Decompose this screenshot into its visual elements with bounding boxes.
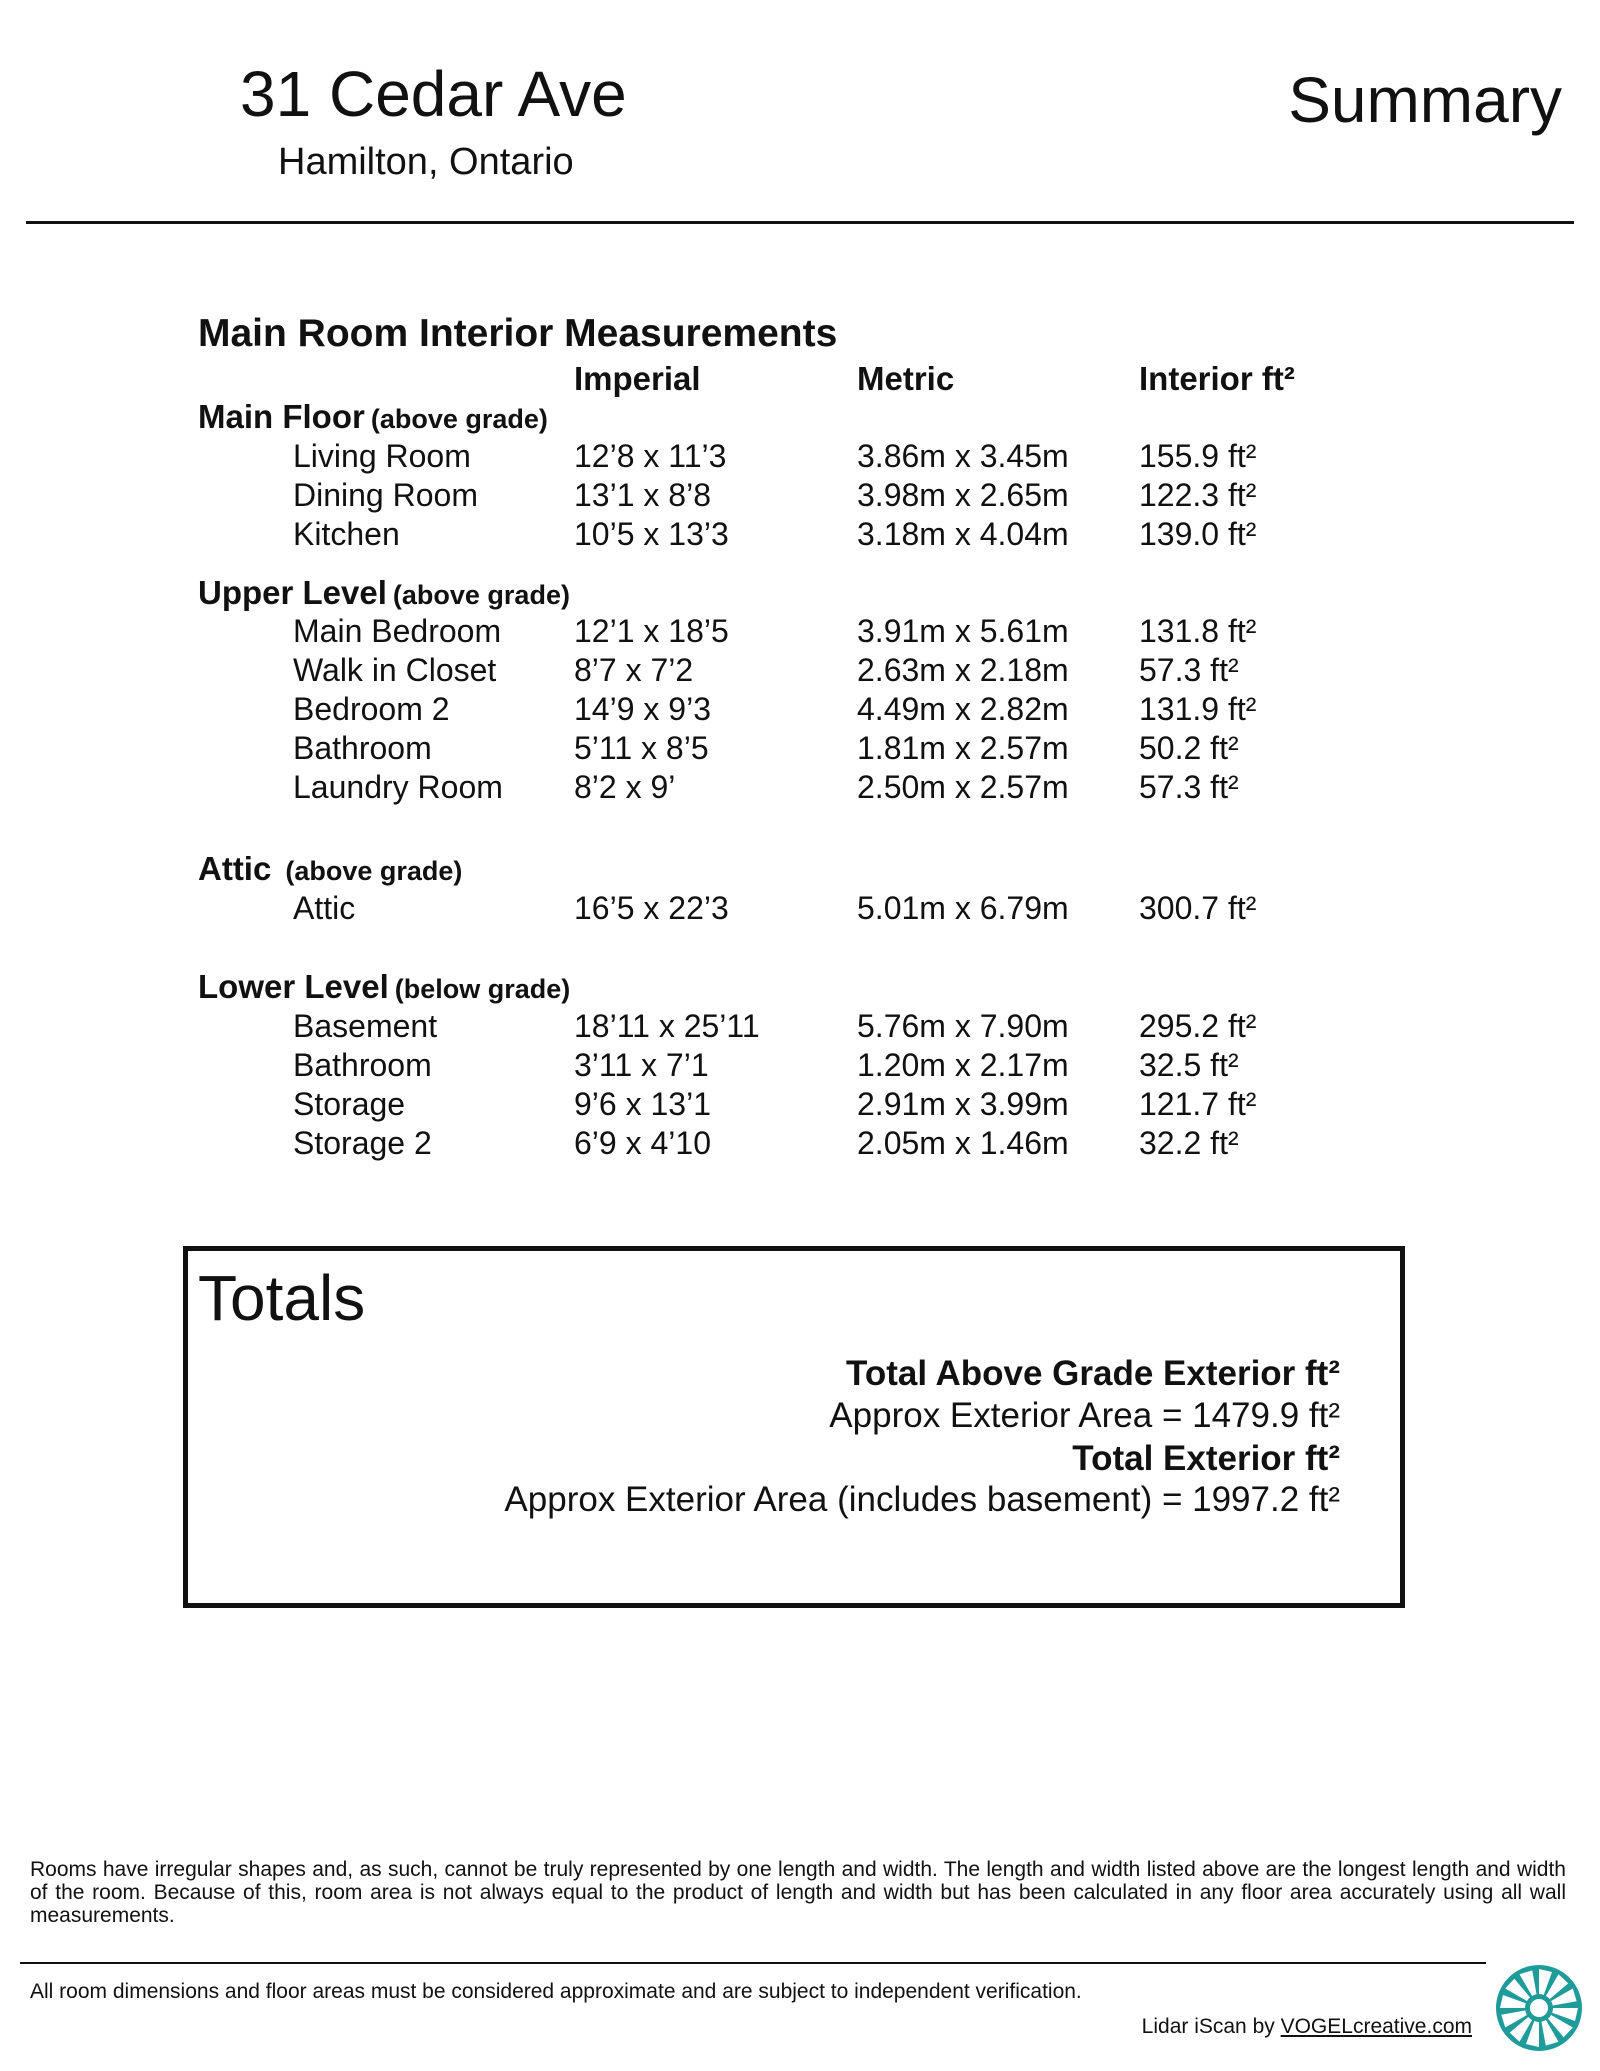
section-name: Main Floor <box>198 398 365 435</box>
credit-line <box>1142 2016 1472 2037</box>
room-imperial: 6’9 x 4’10 <box>574 1125 711 1161</box>
totals-title: Totals <box>198 1262 366 1334</box>
credit-prefix: Lidar iScan by <box>1141 2015 1281 2038</box>
room-name: Kitchen <box>293 516 400 552</box>
disclaimer-text: Rooms have irregular shapes and, as such, cannot be truly represented by one length and width. The length and width listed above are the longest length and width of the room. Because of this, room area is not always equal to the product of length and width but has been calculated in any floor area accurately using all wall measurements. <box>30 1858 1566 1927</box>
room-imperial: 9’6 x 13’1 <box>574 1086 711 1122</box>
measurements-title: Main Room Interior Measurements <box>198 312 838 355</box>
section-name: Lower Level <box>198 968 389 1005</box>
column-header-imperial: Imperial <box>574 360 701 397</box>
room-metric: 2.63m x 2.18m <box>857 652 1069 688</box>
room-area: 131.9 ft² <box>1139 691 1257 727</box>
total-above-grade-value: Approx Exterior Area = 1479.9 ft² <box>829 1396 1340 1435</box>
room-imperial: 14’9 x 9’3 <box>574 691 711 727</box>
room-metric: 5.01m x 6.79m <box>857 890 1069 926</box>
room-imperial: 12’8 x 11’3 <box>574 438 727 474</box>
room-metric: 3.91m x 5.61m <box>857 613 1069 649</box>
column-header-interior: Interior ft² <box>1139 360 1295 397</box>
section-note: (below grade) <box>394 974 571 1004</box>
room-imperial: 5’11 x 8’5 <box>574 730 709 766</box>
room-name: Walk in Closet <box>293 652 497 688</box>
room-name: Main Bedroom <box>293 613 502 649</box>
room-area: 57.3 ft² <box>1139 769 1239 805</box>
section-heading-upper-level <box>198 576 570 609</box>
room-area: 131.8 ft² <box>1139 613 1257 649</box>
room-name: Living Room <box>293 438 471 474</box>
aperture-logo-icon <box>1494 1963 1584 2053</box>
section-name: Upper Level <box>198 574 387 611</box>
property-city: Hamilton, Ontario <box>278 141 574 183</box>
room-area: 300.7 ft² <box>1139 890 1257 926</box>
section-note: (above grade) <box>285 856 463 886</box>
room-metric: 4.49m x 2.82m <box>857 691 1069 727</box>
room-imperial: 10’5 x 13’3 <box>574 516 729 552</box>
room-name: Storage 2 <box>293 1125 432 1161</box>
room-name: Bathroom <box>293 1047 432 1083</box>
total-exterior-value: Approx Exterior Area (includes basement) = 1997.2 ft² <box>504 1480 1340 1519</box>
property-street: 31 Cedar Ave <box>240 58 627 130</box>
room-name: Attic <box>293 890 356 926</box>
room-area: 32.2 ft² <box>1139 1125 1239 1161</box>
room-imperial: 12’1 x 18’5 <box>574 613 729 649</box>
section-heading-lower-level <box>198 970 570 1003</box>
section-heading-attic <box>198 852 462 885</box>
room-metric: 2.50m x 2.57m <box>857 769 1069 805</box>
room-imperial: 16’5 x 22’3 <box>574 890 729 926</box>
page-title: Summary <box>1288 64 1562 136</box>
room-metric: 3.18m x 4.04m <box>857 516 1069 552</box>
room-name: Dining Room <box>293 477 478 513</box>
room-area: 50.2 ft² <box>1139 730 1239 766</box>
room-metric: 3.86m x 3.45m <box>857 438 1069 474</box>
room-imperial: 3’11 x 7’1 <box>574 1047 709 1083</box>
total-above-grade-heading: Total Above Grade Exterior ft² <box>846 1354 1340 1393</box>
room-area: 295.2 ft² <box>1139 1008 1257 1044</box>
room-imperial: 8’7 x 7’2 <box>574 652 694 688</box>
room-area: 121.7 ft² <box>1139 1086 1257 1122</box>
approximation-note: All room dimensions and floor areas must be considered approximate and are subject to independent verification. <box>30 1980 1082 2003</box>
room-metric: 2.91m x 3.99m <box>857 1086 1069 1122</box>
room-imperial: 18’11 x 25’11 <box>574 1008 760 1044</box>
footer-divider <box>20 1962 1486 1964</box>
room-metric: 1.81m x 2.57m <box>857 730 1069 766</box>
section-note: (above grade) <box>370 404 548 434</box>
room-area: 155.9 ft² <box>1139 438 1257 474</box>
header-divider <box>26 221 1574 224</box>
total-exterior-heading: Total Exterior ft² <box>1072 1439 1340 1478</box>
room-metric: 2.05m x 1.46m <box>857 1125 1069 1161</box>
room-name: Bedroom 2 <box>293 691 450 727</box>
room-area: 139.0 ft² <box>1139 516 1257 552</box>
column-header-metric: Metric <box>857 360 955 397</box>
vogelcreative-link[interactable]: VOGELcreative.com <box>1280 2015 1472 2038</box>
room-area: 32.5 ft² <box>1139 1047 1239 1083</box>
room-area: 57.3 ft² <box>1139 652 1239 688</box>
room-name: Basement <box>293 1008 438 1044</box>
room-imperial: 8’2 x 9’ <box>574 769 676 805</box>
section-note: (above grade) <box>392 580 570 610</box>
room-name: Bathroom <box>293 730 432 766</box>
room-area: 122.3 ft² <box>1139 477 1257 513</box>
room-imperial: 13’1 x 8’8 <box>574 477 711 513</box>
room-metric: 1.20m x 2.17m <box>857 1047 1069 1083</box>
room-metric: 5.76m x 7.90m <box>857 1008 1069 1044</box>
room-metric: 3.98m x 2.65m <box>857 477 1069 513</box>
room-name: Laundry Room <box>293 769 503 805</box>
room-name: Storage <box>293 1086 406 1122</box>
section-heading-main-floor <box>198 400 548 433</box>
section-name: Attic <box>198 850 272 887</box>
